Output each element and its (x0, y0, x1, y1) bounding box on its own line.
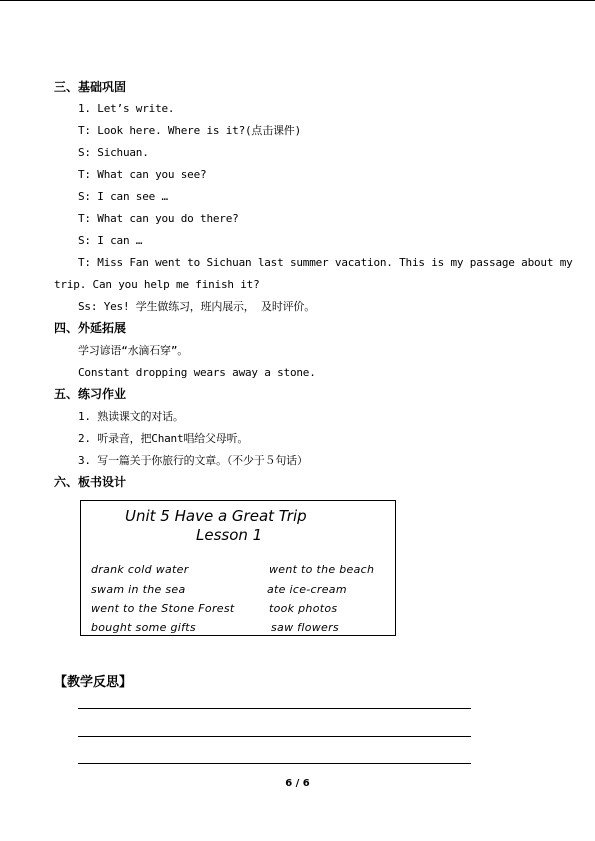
board-phrase: swam in the sea (91, 583, 186, 596)
text-line: trip. Can you help me finish it? (54, 278, 260, 291)
text-line: S: Sichuan. (78, 146, 149, 159)
heading-blackboard-design: 六、板书设计 (54, 475, 127, 489)
board-phrase: ate ice-cream (267, 583, 347, 596)
reflection-writing-line (78, 763, 471, 764)
text-line: S: I can … (78, 234, 143, 247)
text-line: T: Look here. Where is it?(点击课件) (78, 124, 302, 137)
reflection-writing-line (78, 708, 471, 709)
heading-basic-consolidation: 三、基础巩固 (54, 80, 127, 94)
text-line: 3. 写一篇关于你旅行的文章。（不少于５句话） (78, 454, 308, 467)
text-line: Constant dropping wears away a stone. (78, 366, 316, 379)
text-line: T: What can you do there? (78, 212, 239, 225)
board-title: Unit 5 Have a Great Trip (125, 507, 307, 525)
blackboard-design-box (80, 500, 396, 636)
board-phrase: went to the Stone Forest (91, 602, 235, 615)
text-line: T: What can you see? (78, 168, 207, 181)
text-line: 1. Let’s write. (78, 102, 175, 115)
board-phrase: saw flowers (271, 621, 339, 634)
board-phrase: drank cold water (91, 563, 189, 576)
page-top-rule (0, 0, 595, 1)
text-line: S: I can see … (78, 190, 168, 203)
teaching-reflection-heading: 【教学反思】 (54, 675, 133, 690)
board-phrase: bought some gifts (91, 621, 196, 634)
text-line: Ss: Yes! 学生做练习，班内展示， 及时评价。 (78, 300, 316, 313)
heading-homework: 五、练习作业 (54, 387, 127, 401)
text-line: 学习谚语“水滴石穿”。 (78, 344, 189, 357)
page-number: 6 / 6 (285, 778, 310, 789)
reflection-writing-line (78, 736, 471, 737)
text-line: T: Miss Fan went to Sichuan last summer vacation. This is my passage about my (78, 256, 573, 269)
board-subtitle: Lesson 1 (196, 526, 263, 544)
board-phrase: went to the beach (269, 563, 375, 576)
heading-extension: 四、外延拓展 (54, 321, 127, 335)
text-line: 1. 熟读课文的对话。 (78, 410, 184, 423)
board-phrase: took photos (269, 602, 338, 615)
text-line: 2. 听录音，把Chant唱给父母听。 (78, 432, 249, 445)
